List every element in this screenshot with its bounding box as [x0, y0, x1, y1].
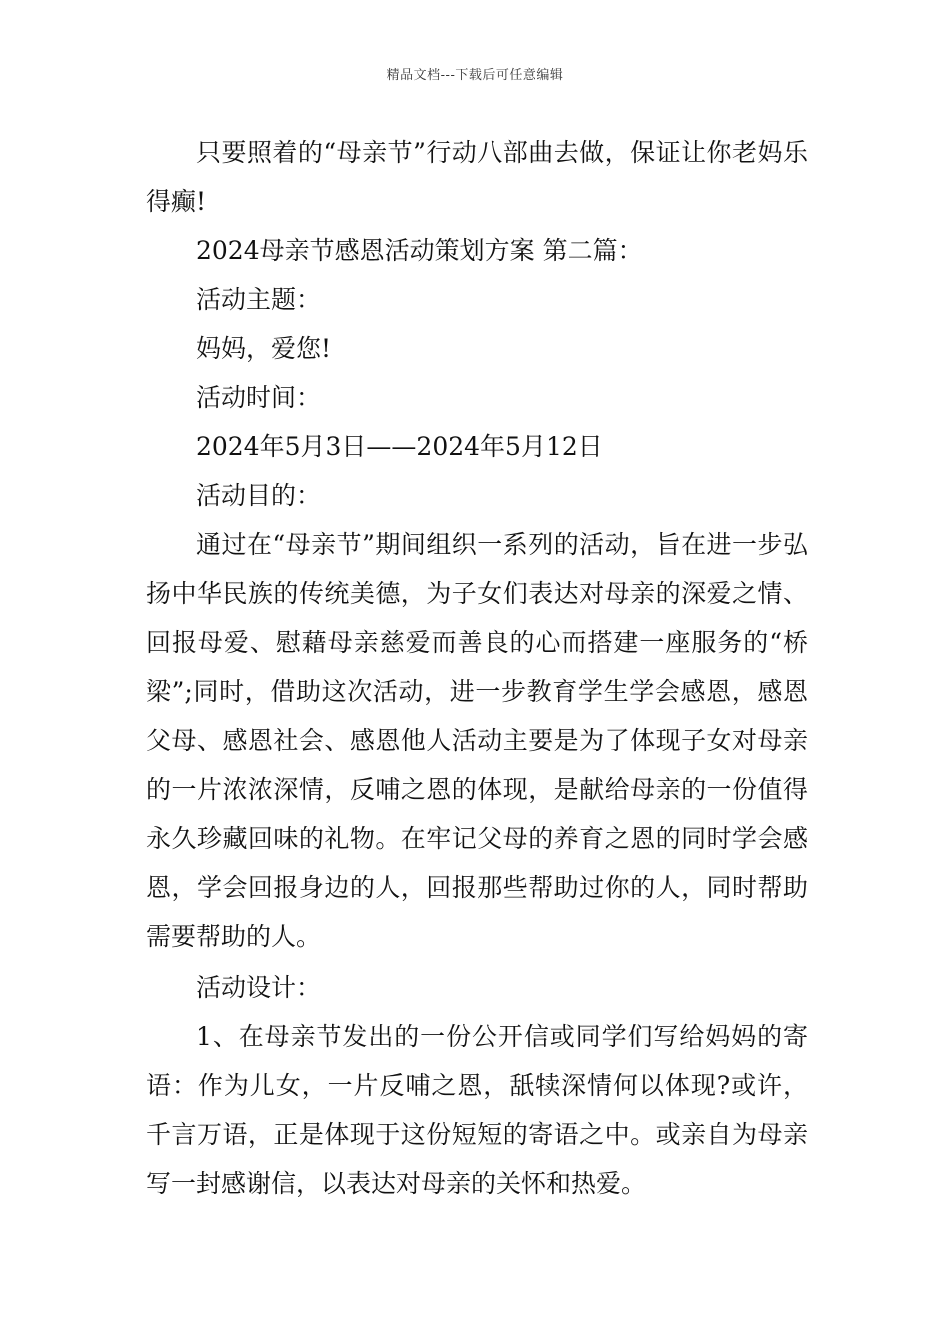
activity-purpose-text: 通过在“母亲节”期间组织一系列的活动，旨在进一步弘扬中华民族的传统美德，为子女们表达对母亲的深爱之情、回报母爱、慰藉母亲慈爱而善良的心而搭建一座服务的“桥梁”;同时，借助这次活动，进一步教育学生学会感恩，感恩父母、感恩社会、感恩他人活动主要是为了体现子女对母亲的一片浓浓深情，反哺之恩的体现，是献给母亲的一份值得永久珍藏回味的礼物。在牢记父母的养育之恩的同时学会感恩，学会回报身边的人，回报那些帮助过你的人，同时帮助需要帮助的人。 [146, 530, 808, 951]
paragraph-intro-ending: 只要照着的“母亲节”行动八部曲去做，保证让你老妈乐得癫! [146, 138, 808, 216]
section-title: 2024母亲节感恩活动策划方案 第二篇： [196, 236, 643, 265]
activity-time-value: 2024年5月3日——2024年5月12日 [196, 432, 603, 461]
heading-activity-time: 活动时间： [196, 383, 322, 412]
activity-design-item-1: 1、在母亲节发出的一份公开信或同学们写给妈妈的寄语：作为儿女，一片反哺之恩，舐犊深情何以体现?或许，千言万语，正是体现于这份短短的寄语之中。或亲自为母亲写一封感谢信，以表达对母亲的关怀和热爱。 [146, 1022, 808, 1198]
activity-theme-value: 妈妈，爱您! [196, 334, 332, 363]
heading-activity-purpose: 活动目的： [196, 481, 322, 510]
document-body [146, 128, 808, 1208]
heading-activity-design: 活动设计： [196, 973, 322, 1002]
heading-activity-theme: 活动主题： [196, 285, 322, 314]
page-header: 精品文档---下载后可任意编辑 [386, 68, 564, 83]
